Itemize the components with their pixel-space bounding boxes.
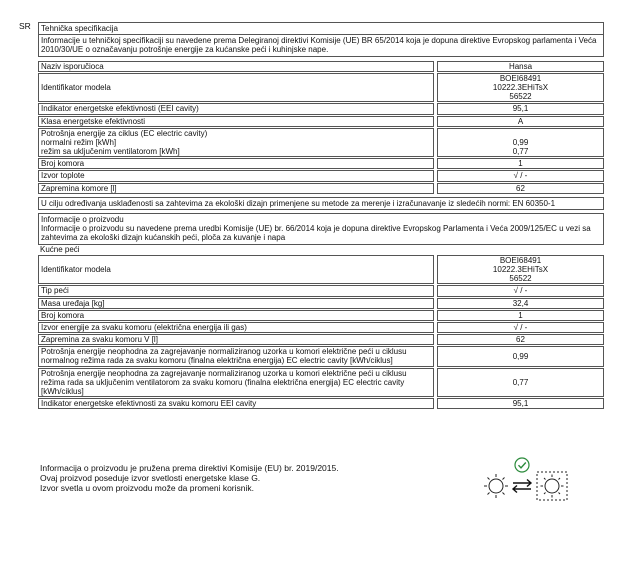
table-row <box>38 255 604 285</box>
row-label: Potrošnja energije za ciklus (EC electric cavity) normalni režim [kWh] režim sa uključenim ventilatorom [kWh] <box>38 128 434 158</box>
footer-line: Informacija o proizvodu je pružena prema direktivi Komisije (EU) br. 2019/2015. <box>40 463 339 473</box>
row-label: Masa uređaja [kg] <box>38 298 434 309</box>
ovens-subtitle: Kućne peći <box>40 244 80 254</box>
light-bulb-dashed-icon <box>537 472 567 500</box>
row-label: Indikator energetske efektivnosti (EEI cavity) <box>38 103 434 114</box>
product-info-table <box>38 255 604 410</box>
row-value: 32,4 <box>437 298 604 309</box>
language-code: SR <box>19 21 31 31</box>
technical-spec-intro: Informacije u tehničkoj specifikaciji su navedene prema Delegiranoj direktivi Komisije (UE) BR 65/2014 koja je dopuna direktive Evropskog parlamenta i Veća 2010/30/UE o označavanju potrošnje energije za kućanske peći i kuhinjske nape. <box>41 36 597 55</box>
table-row <box>38 346 604 366</box>
table-row <box>38 158 604 169</box>
product-info-intro: Informacije o proizvodu su navedene prema uredbi Komisije (UE) br. 66/2014 koja je dopuna direktive Evropskog Parlamenta i Veća 2009/125/EC u vezi sa zahtevima za ekološki dizajn kućanskih peći, ploča za kuvanje i napa <box>41 224 591 243</box>
table-row <box>38 368 604 398</box>
table-row <box>38 103 604 114</box>
row-label: Indikator energetske efektivnosti za svaku komoru EEI cavity <box>38 398 434 409</box>
row-value: 1 <box>437 310 604 321</box>
table-row <box>38 322 604 333</box>
swap-arrows-icon <box>513 480 531 493</box>
table-row <box>38 73 604 103</box>
technical-spec-table <box>38 61 604 194</box>
row-value: BOEI68491 10222.3EHiTsX 56522 <box>437 73 604 103</box>
row-value: 0,99 0,77 <box>437 128 604 158</box>
row-value: A <box>437 116 604 127</box>
table-row <box>38 61 604 72</box>
row-label: Potrošnja energije neophodna za zagrejavanje normaliziranog uzorka u komori električne peći u ciklusu režima rada sa uključenim ventilatorom za svaku komoru (finalna električna energija) EC electric cavity [kWh/ciklus] <box>38 368 434 398</box>
row-value: 1 <box>437 158 604 169</box>
standards-note-box <box>38 197 604 210</box>
row-label: Tip peći <box>38 285 434 296</box>
row-value: √ / - <box>437 285 604 296</box>
row-label: Zapremina za svaku komoru V [l] <box>38 334 434 345</box>
table-row <box>38 334 604 345</box>
technical-spec-title: Tehnička specifikacija <box>41 24 118 33</box>
table-row <box>38 310 604 321</box>
row-value: 95,1 <box>437 398 604 409</box>
footer-line: Ovaj proizvod poseduje izvor svetlosti energetske klase G. <box>40 473 261 484</box>
row-value: 0,77 <box>437 368 604 398</box>
light-bulb-icon <box>484 474 508 498</box>
row-label: Potrošnja energije neophodna za zagrejavanje normaliziranog uzorka u komori električne peći u ciklusu normalnog režima rada za svaku komoru (finalna električna energija) EC electric cavity [kWh/ciklus] <box>38 346 434 366</box>
row-label: Klasa energetske efektivnosti <box>38 116 434 127</box>
table-row <box>38 398 604 409</box>
row-label: Naziv isporučioca <box>38 61 434 72</box>
row-label: Broj komora <box>38 310 434 321</box>
table-row <box>38 128 604 158</box>
standards-note: U cilju određivanja usklađenosti sa zahtevima za ekološki dizajn primenjene su metode za merenje i izračunavanje iz sledećih normi: EN 60350-1 <box>41 198 556 208</box>
table-row <box>38 285 604 296</box>
spec-document <box>38 22 604 409</box>
row-value: 95,1 <box>437 103 604 114</box>
row-value: √ / - <box>437 170 604 181</box>
footer-notes <box>40 463 339 494</box>
row-value: Hansa <box>437 61 604 72</box>
row-label: Zapremina komore [l] <box>38 183 434 194</box>
row-value: √ / - <box>437 322 604 333</box>
table-row <box>38 170 604 181</box>
table-row <box>38 116 604 127</box>
product-info-header <box>38 213 604 245</box>
product-info-title: Informacije o proizvodu <box>41 215 124 224</box>
check-icon <box>515 458 529 472</box>
row-value: 62 <box>437 183 604 194</box>
row-label: Identifikator modela <box>38 255 434 285</box>
table-row <box>38 183 604 194</box>
row-label: Identifikator modela <box>38 73 434 103</box>
table-row <box>38 298 604 309</box>
technical-spec-intro-box <box>38 35 604 56</box>
row-value: 0,99 <box>437 346 604 366</box>
row-value: BOEI68491 10222.3EHiTsX 56522 <box>437 255 604 285</box>
technical-spec-header <box>38 22 604 35</box>
row-label: Broj komora <box>38 158 434 169</box>
row-label: Izvor energije za svaku komoru (električna energija ili gas) <box>38 322 434 333</box>
row-label: Izvor toplote <box>38 170 434 181</box>
row-value: 62 <box>437 334 604 345</box>
light-source-icons <box>482 456 572 502</box>
footer-line: Izvor svetla u ovom proizvodu može da promeni korisnik. <box>40 483 255 494</box>
